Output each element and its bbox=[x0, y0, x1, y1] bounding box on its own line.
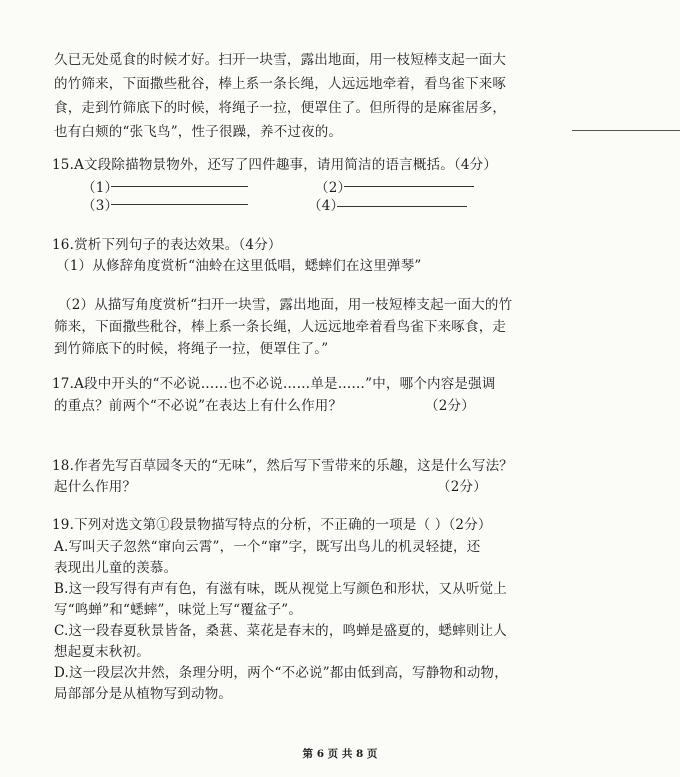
option-a: 表现出儿童的羡慕。 bbox=[54, 560, 178, 576]
answer-label-3: （3） bbox=[82, 198, 119, 214]
answer-label-1: （1） bbox=[82, 180, 119, 196]
option-a: A.写叫天子忽然“窜向云霄”，一个“窜”字，既写出鸟儿的机灵轻捷，还 bbox=[54, 539, 481, 555]
passage-line: 久已无处觅食的时候才好。扫开一块雪，露出地面，用一枝短棒支起一面大 bbox=[54, 52, 507, 68]
option-d: D.这一段层次井然，条理分明，两个“不必说”都由低到高，写静物和动物， bbox=[54, 665, 508, 681]
question-19-stem: 19.下列对选文第①段景物描写特点的分析，不正确的一项是（ ）（2分） bbox=[52, 517, 492, 533]
question-16-stem: 16.赏析下列句子的表达效果。（4分） bbox=[52, 237, 282, 253]
option-b: 写“鸣蝉”和“蟋蟀”，味觉上写“覆盆子”。 bbox=[54, 602, 303, 618]
question-17-stem: 17.A段中开头的“不必说……也不必说……单是……”中，哪个内容是强调 bbox=[52, 376, 496, 392]
answer-blank-3[interactable] bbox=[111, 204, 248, 205]
option-c: C.这一段春夏秋景皆备，桑葚、菜花是春末的，鸣蝉是盛夏的，蟋蟀则让人 bbox=[54, 623, 507, 639]
question-17-stem: 的重点？前两个“不必说”在表达上有什么作用？ bbox=[54, 398, 343, 414]
option-c: 想起夏末秋初。 bbox=[54, 644, 150, 660]
question-16-part-2: 筛来，下面撒些秕谷，棒上系一条长绳，人远远地牵着看鸟雀下来啄食，走 bbox=[54, 319, 507, 335]
question-16-part-2: （2）从描写角度赏析“扫开一块雪，露出地面，用一枝短棒支起一面大的竹 bbox=[58, 297, 513, 313]
answer-label-4: （4） bbox=[308, 198, 345, 214]
answer-blank-4[interactable] bbox=[337, 206, 467, 207]
page-number: 第 6 页 共 8 页 bbox=[302, 748, 378, 760]
passage-line: 食，走到竹筛底下的时候，将绳子一拉，便罩住了。但所得的是麻雀居多， bbox=[54, 100, 507, 116]
question-18-score: （2分） bbox=[437, 479, 487, 495]
margin-rule bbox=[572, 130, 680, 131]
question-16-part-1: （1）从修辞角度赏析“油蛉在这里低唱，蟋蟀们在这里弹琴” bbox=[56, 258, 422, 274]
question-18-stem: 18.作者先写百草园冬天的“无味”，然后写下雪带来的乐趣，这是什么写法？ bbox=[52, 458, 513, 474]
passage-line: 的竹筛来，下面撒些秕谷，棒上系一条长绳，人远远地牵着，看鸟雀下来啄 bbox=[54, 76, 507, 92]
question-17-score: （2分） bbox=[425, 398, 475, 414]
answer-blank-1[interactable] bbox=[111, 186, 248, 187]
answer-blank-2[interactable] bbox=[344, 186, 474, 187]
question-16-part-2: 到竹筛底下的时候，将绳子一拉，便罩住了。” bbox=[54, 341, 329, 357]
answer-label-2: （2） bbox=[315, 180, 352, 196]
question-18-stem: 起什么作用？ bbox=[54, 479, 137, 495]
option-b: B.这一段写得有声有色，有滋有味，既从视觉上写颜色和形状，又从听觉上 bbox=[54, 581, 508, 597]
question-15-stem: 15.A文段除描物景物外，还写了四件趣事，请用简洁的语言概括。（4分） bbox=[52, 157, 498, 173]
passage-line: 也有白颊的“张飞鸟”，性子很躁，养不过夜的。 bbox=[54, 124, 343, 140]
option-d: 局部部分是从植物写到动物。 bbox=[54, 686, 233, 702]
